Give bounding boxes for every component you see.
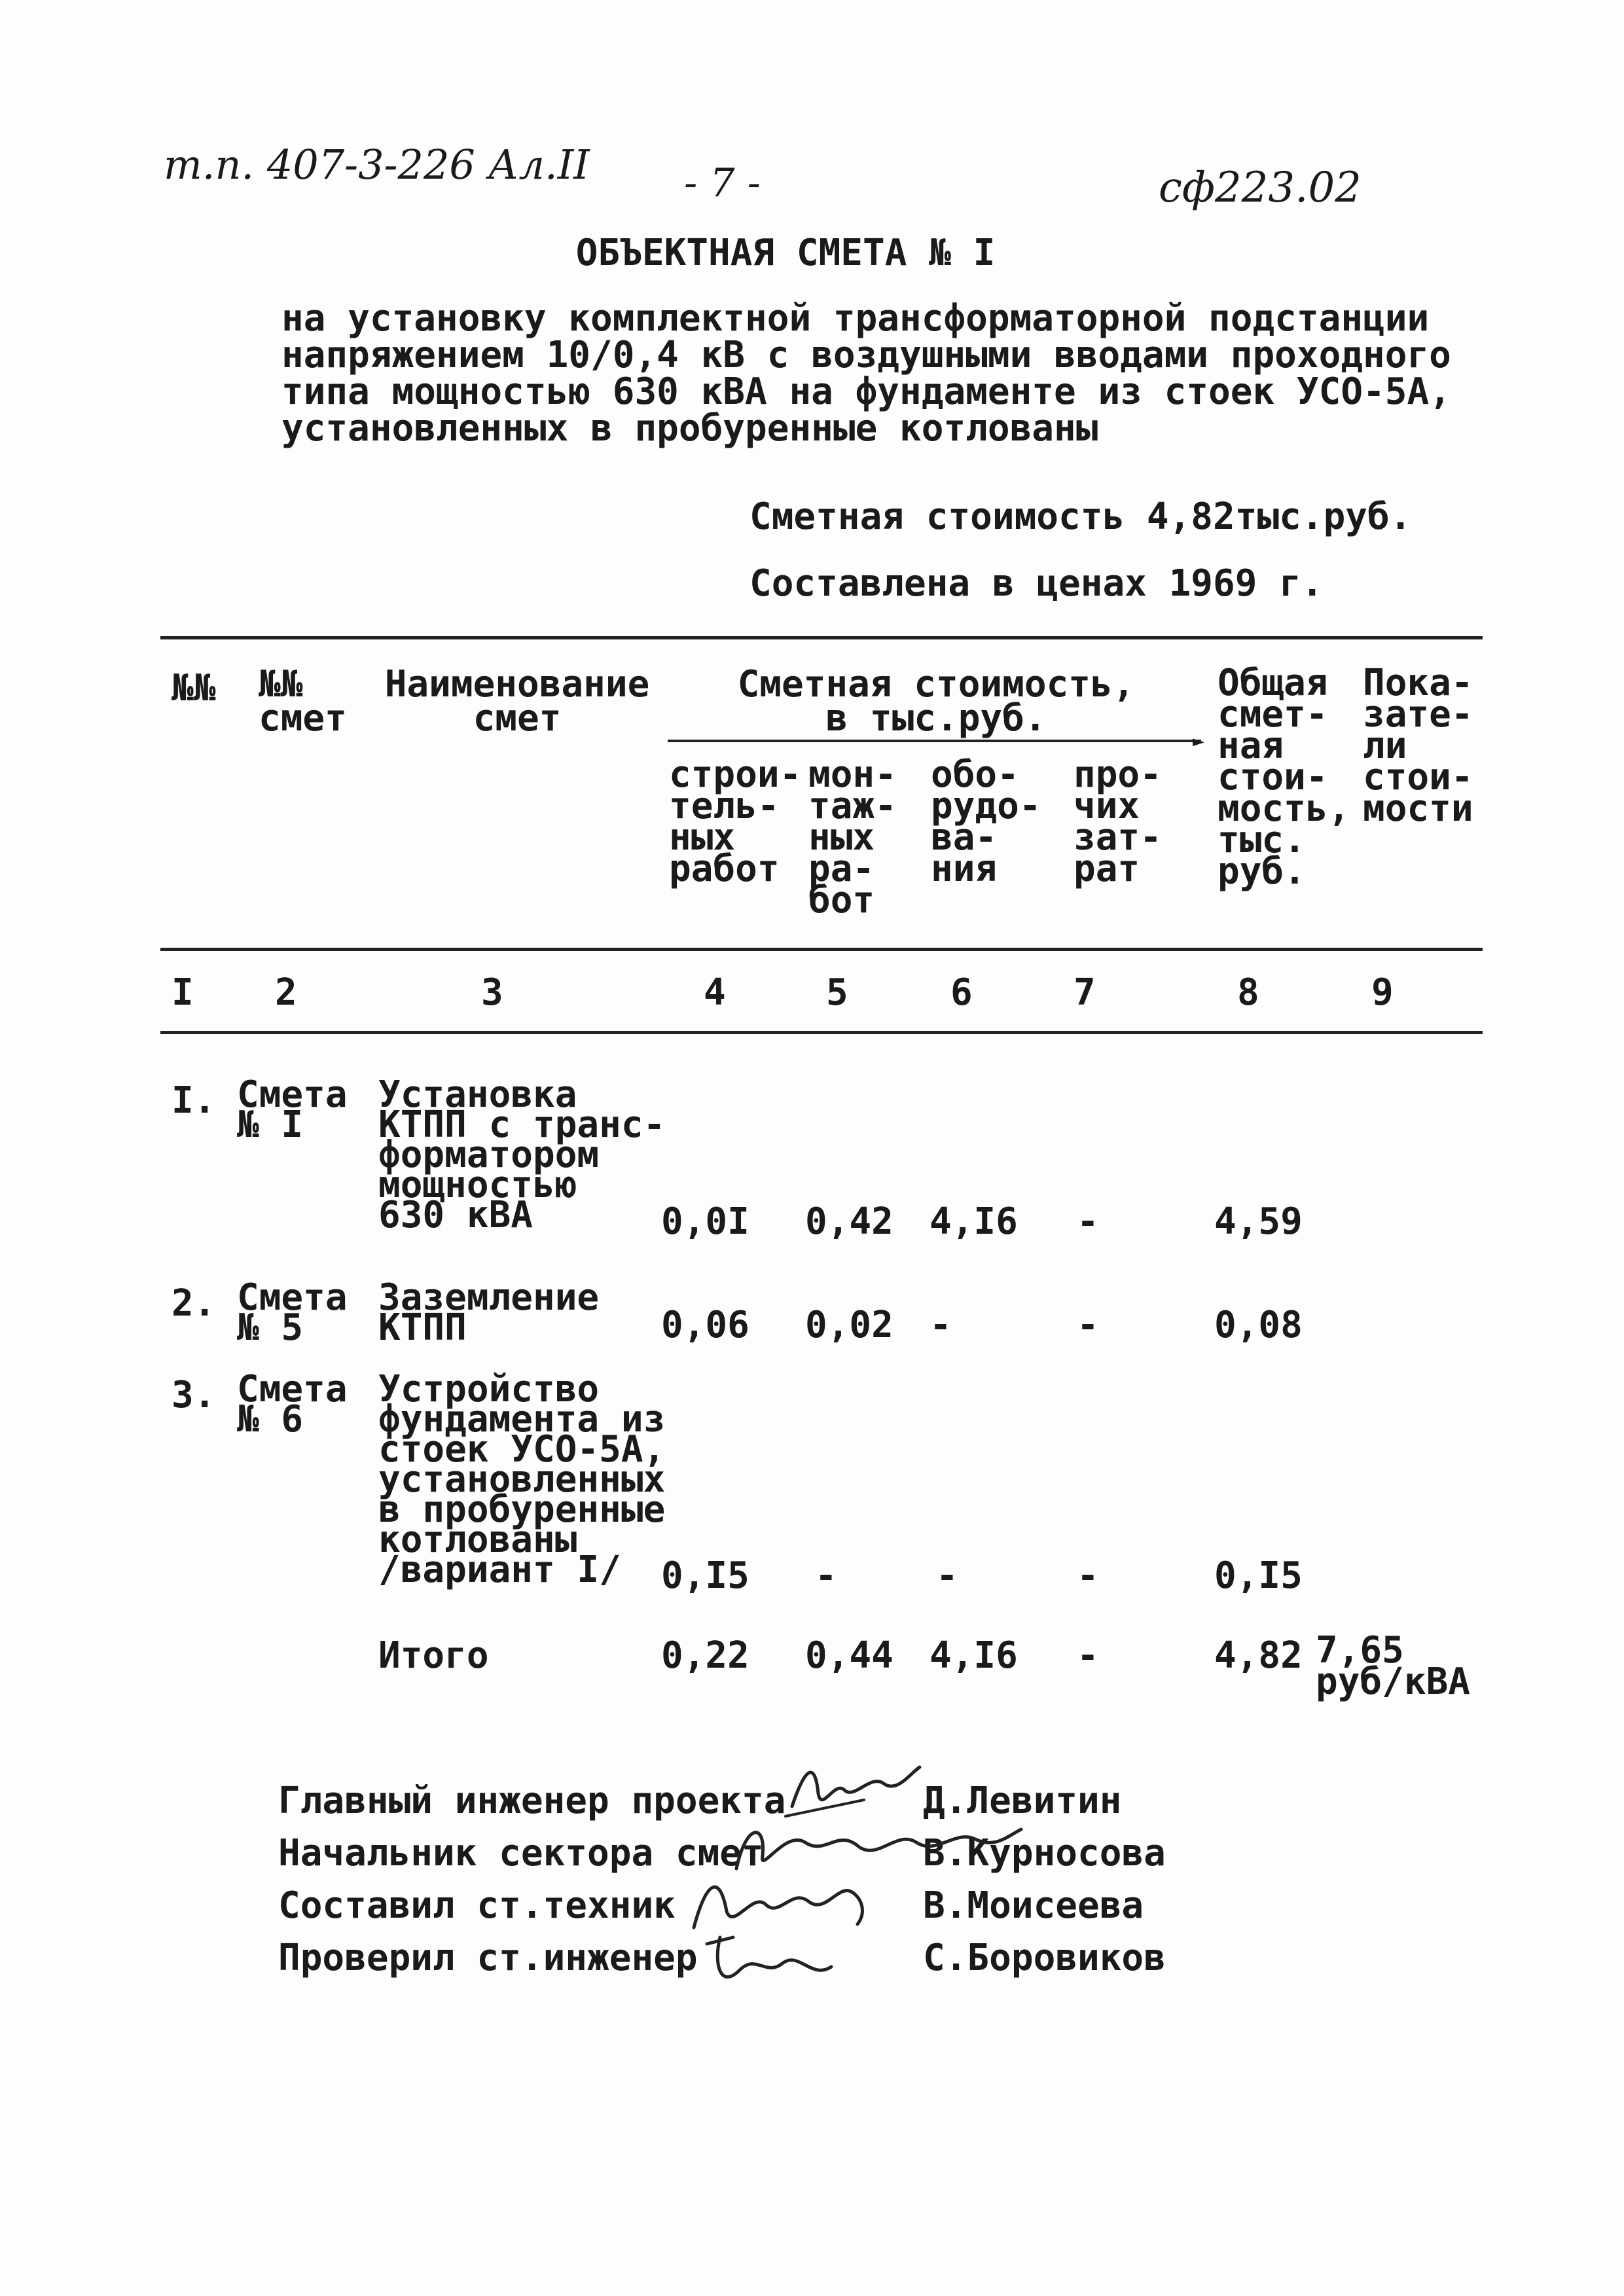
column-number: 3 [481,971,503,1014]
cell-cost-indicator: 7,65 руб/кВА [1316,1629,1471,1703]
group-header-rule [668,740,1201,742]
column-number: 5 [826,971,848,1014]
signature-name: С.Боровиков [923,1937,1166,1979]
cell-total: 4,82 [1214,1634,1303,1677]
row-number: 3. [171,1374,216,1416]
row-estimate-ref: Смета № 6 [237,1368,348,1441]
header-estimate-num: №№ смет [259,663,347,740]
header-row-num: №№ [171,667,216,709]
page-number: - 7 - [684,160,761,206]
description-line: типа мощностью 630 кВА на фундаменте из стоек УСО-5А, [281,370,1451,413]
row-estimate-name: Устройство фундамента из стоек УСО-5А, установленных в пробуренные котлованы /вариант I/ [378,1368,666,1591]
cell-installation: 0,44 [805,1634,893,1677]
document-title: ОБЪЕКТНАЯ СМЕТА № I [575,232,996,274]
row-number: I. [171,1079,216,1122]
description-line: напряжением 10/0,4 кВ с воздушными вводами проходного [281,334,1451,376]
signature-role: Главный инженер проекта [278,1780,786,1822]
column-number: 2 [275,971,297,1014]
cell-construction: 0,I5 [661,1554,749,1597]
estimate-cost: Сметная стоимость 4,82тыс.руб. [749,495,1412,538]
description-line: на установку комплектной трансформаторной подстанции [281,297,1430,340]
cell-installation: 0,42 [805,1200,893,1243]
cell-equipment: - [929,1304,952,1346]
cell-other: - [1077,1554,1099,1597]
cell-construction: 0,0I [661,1200,749,1243]
description-block [281,297,1451,450]
table-top-rule [160,636,1483,639]
column-number: 7 [1074,971,1096,1014]
cell-total: 4,59 [1214,1200,1303,1243]
column-number: 9 [1371,971,1394,1014]
column-numbers-rule [160,1031,1483,1034]
row-estimate-name: Итого [378,1634,489,1677]
cell-equipment: - [936,1554,958,1597]
signature-role: Проверил ст.инженер [278,1937,698,1979]
signature-role: Составил ст.техник [278,1884,676,1927]
signature-name: Д.Левитин [923,1780,1122,1822]
cell-total: 0,I5 [1214,1554,1303,1597]
prices-year: Составлена в ценах 1969 г. [749,562,1324,605]
header-cost-indicators: Пока- зате- ли стои- мости [1363,662,1473,830]
header-construction-works: строи- тель- ных работ [669,753,802,890]
header-cost-group: Сметная стоимость, в тыс.руб. [737,663,1135,740]
cell-total: 0,08 [1214,1304,1303,1346]
signature-name: В.Моисеева [923,1884,1144,1927]
row-estimate-ref: Смета № I [237,1073,348,1146]
cell-construction: 0,22 [661,1634,749,1677]
header-total-cost: Общая смет- ная стои- мость, тыс. руб. [1218,662,1350,893]
signature-name: В.Курносова [923,1832,1166,1874]
cell-other: - [1077,1200,1099,1243]
sheet-code: сф223.02 [1159,164,1362,212]
row-estimate-name: Заземление КТПП [378,1276,600,1349]
header-estimate-name: Наименование смет [384,663,650,740]
column-number: 8 [1237,971,1259,1014]
header-installation-works: мон- таж- ных ра- бот [808,753,897,922]
row-number: 2. [171,1282,216,1325]
description-line: установленных в пробуренные котлованы [281,407,1098,450]
column-number: I [171,971,194,1014]
header-equipment: обо- рудо- ва- ния [931,753,1041,890]
cell-installation: 0,02 [805,1304,893,1346]
signature-role: Начальник сектора смет [278,1832,764,1874]
header-bottom-rule [160,948,1483,951]
handwritten-signature-4 [694,1918,844,1996]
cell-equipment: 4,I6 [929,1634,1018,1677]
cell-other: - [1077,1304,1099,1346]
row-estimate-name: Установка КТПП с транс- форматором мощностью 630 кВА [378,1073,666,1236]
column-number: 4 [704,971,726,1014]
document-code: т.п. 407-3-226 Ал.II [164,141,590,188]
cell-installation: - [815,1554,837,1597]
cell-construction: 0,06 [661,1304,749,1346]
arrow-head-icon: ► [1193,730,1205,753]
column-number: 6 [950,971,973,1014]
cell-equipment: 4,I6 [929,1200,1018,1243]
header-other-costs: про- чих зат- рат [1074,753,1162,890]
row-estimate-ref: Смета № 5 [237,1276,348,1349]
cell-other: - [1077,1634,1099,1677]
